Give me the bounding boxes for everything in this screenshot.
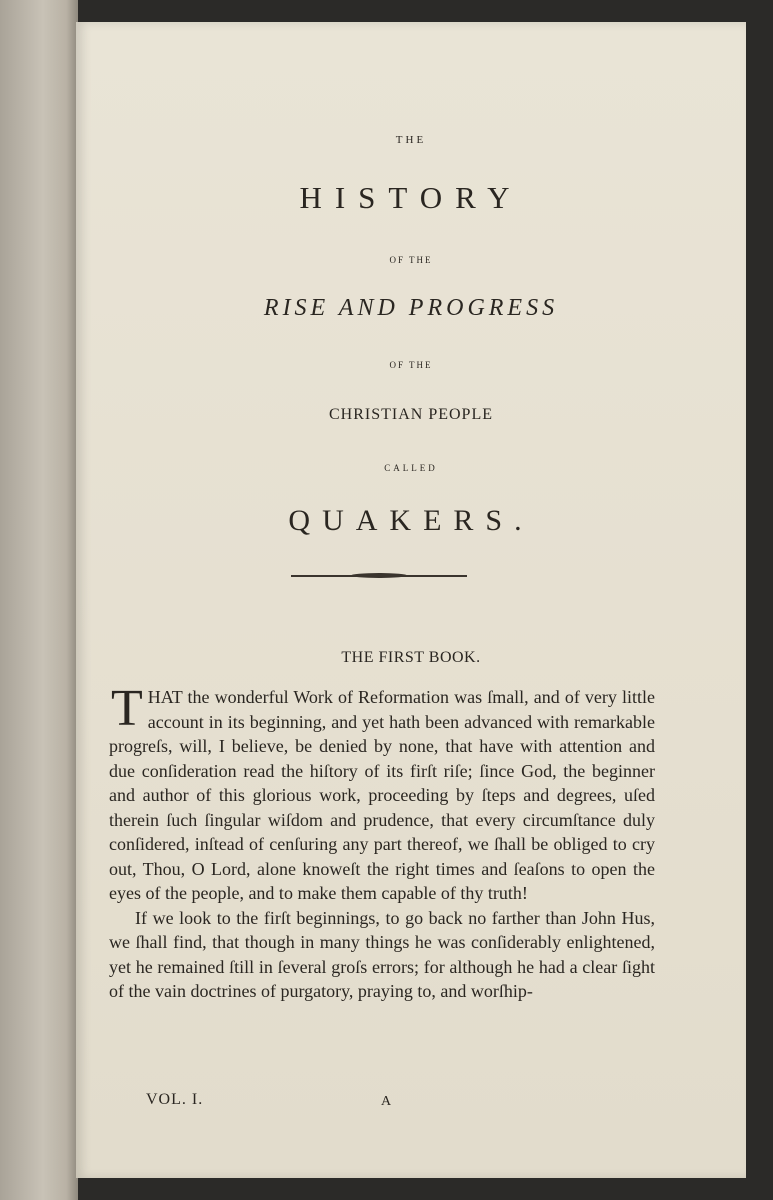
facing-page-edge (0, 0, 78, 1200)
signature-mark: A (381, 1094, 392, 1109)
paragraph-1-text: HAT the wonderful Work of Reformation was ſmall, and of very little account in its beginning, and yet hath been advanced with remarkable progreſs, will, I believe, be denied by none, that have with attention and due conſideration read the hiſtory of its firſt riſe; ſince God, the beginner and author of this glorious work, proceeding by ſteps and degrees, uſed therein ſuch ſingular wiſdom and prudence, that every circumſtance duly conſidered, inſtead of cenſuring any part thereof, we ſhall be obliged to cry out, Thou, O Lord, alone knoweſt the right times and ſeaſons to open the eyes of the people, and to make them capable of thy truth! (109, 687, 655, 903)
title-of-the: OF THE (389, 255, 433, 265)
ornamental-rule (291, 575, 467, 577)
title-called: CALLED (384, 463, 438, 473)
title-quakers: QUAKERS. (288, 504, 534, 537)
title-rise-and-progress: RISE AND PROGRESS (263, 295, 559, 321)
paragraph-1 (109, 680, 655, 906)
book-page (76, 22, 746, 1178)
drop-cap: T (111, 680, 143, 737)
title-the: THE (395, 134, 427, 146)
chapter-heading: THE FIRST BOOK. (341, 649, 481, 666)
volume-footer: VOL. I. (146, 1091, 204, 1108)
paragraph-2: If we look to the firſt beginnings, to go back no farther than John Hus, we ſhall find, that though in many things he was conſiderably enlightened, yet he remained ſtill in ſeveral groſs errors; for although he had a clear ſight of the vain doctrines of purgatory, praying to, and worſhip- (109, 907, 655, 1001)
title-of-the-second: OF THE (389, 360, 433, 370)
body-text (109, 680, 655, 1004)
title-history: HISTORY (299, 180, 523, 215)
title-christian-people: CHRISTIAN PEOPLE (328, 406, 493, 423)
